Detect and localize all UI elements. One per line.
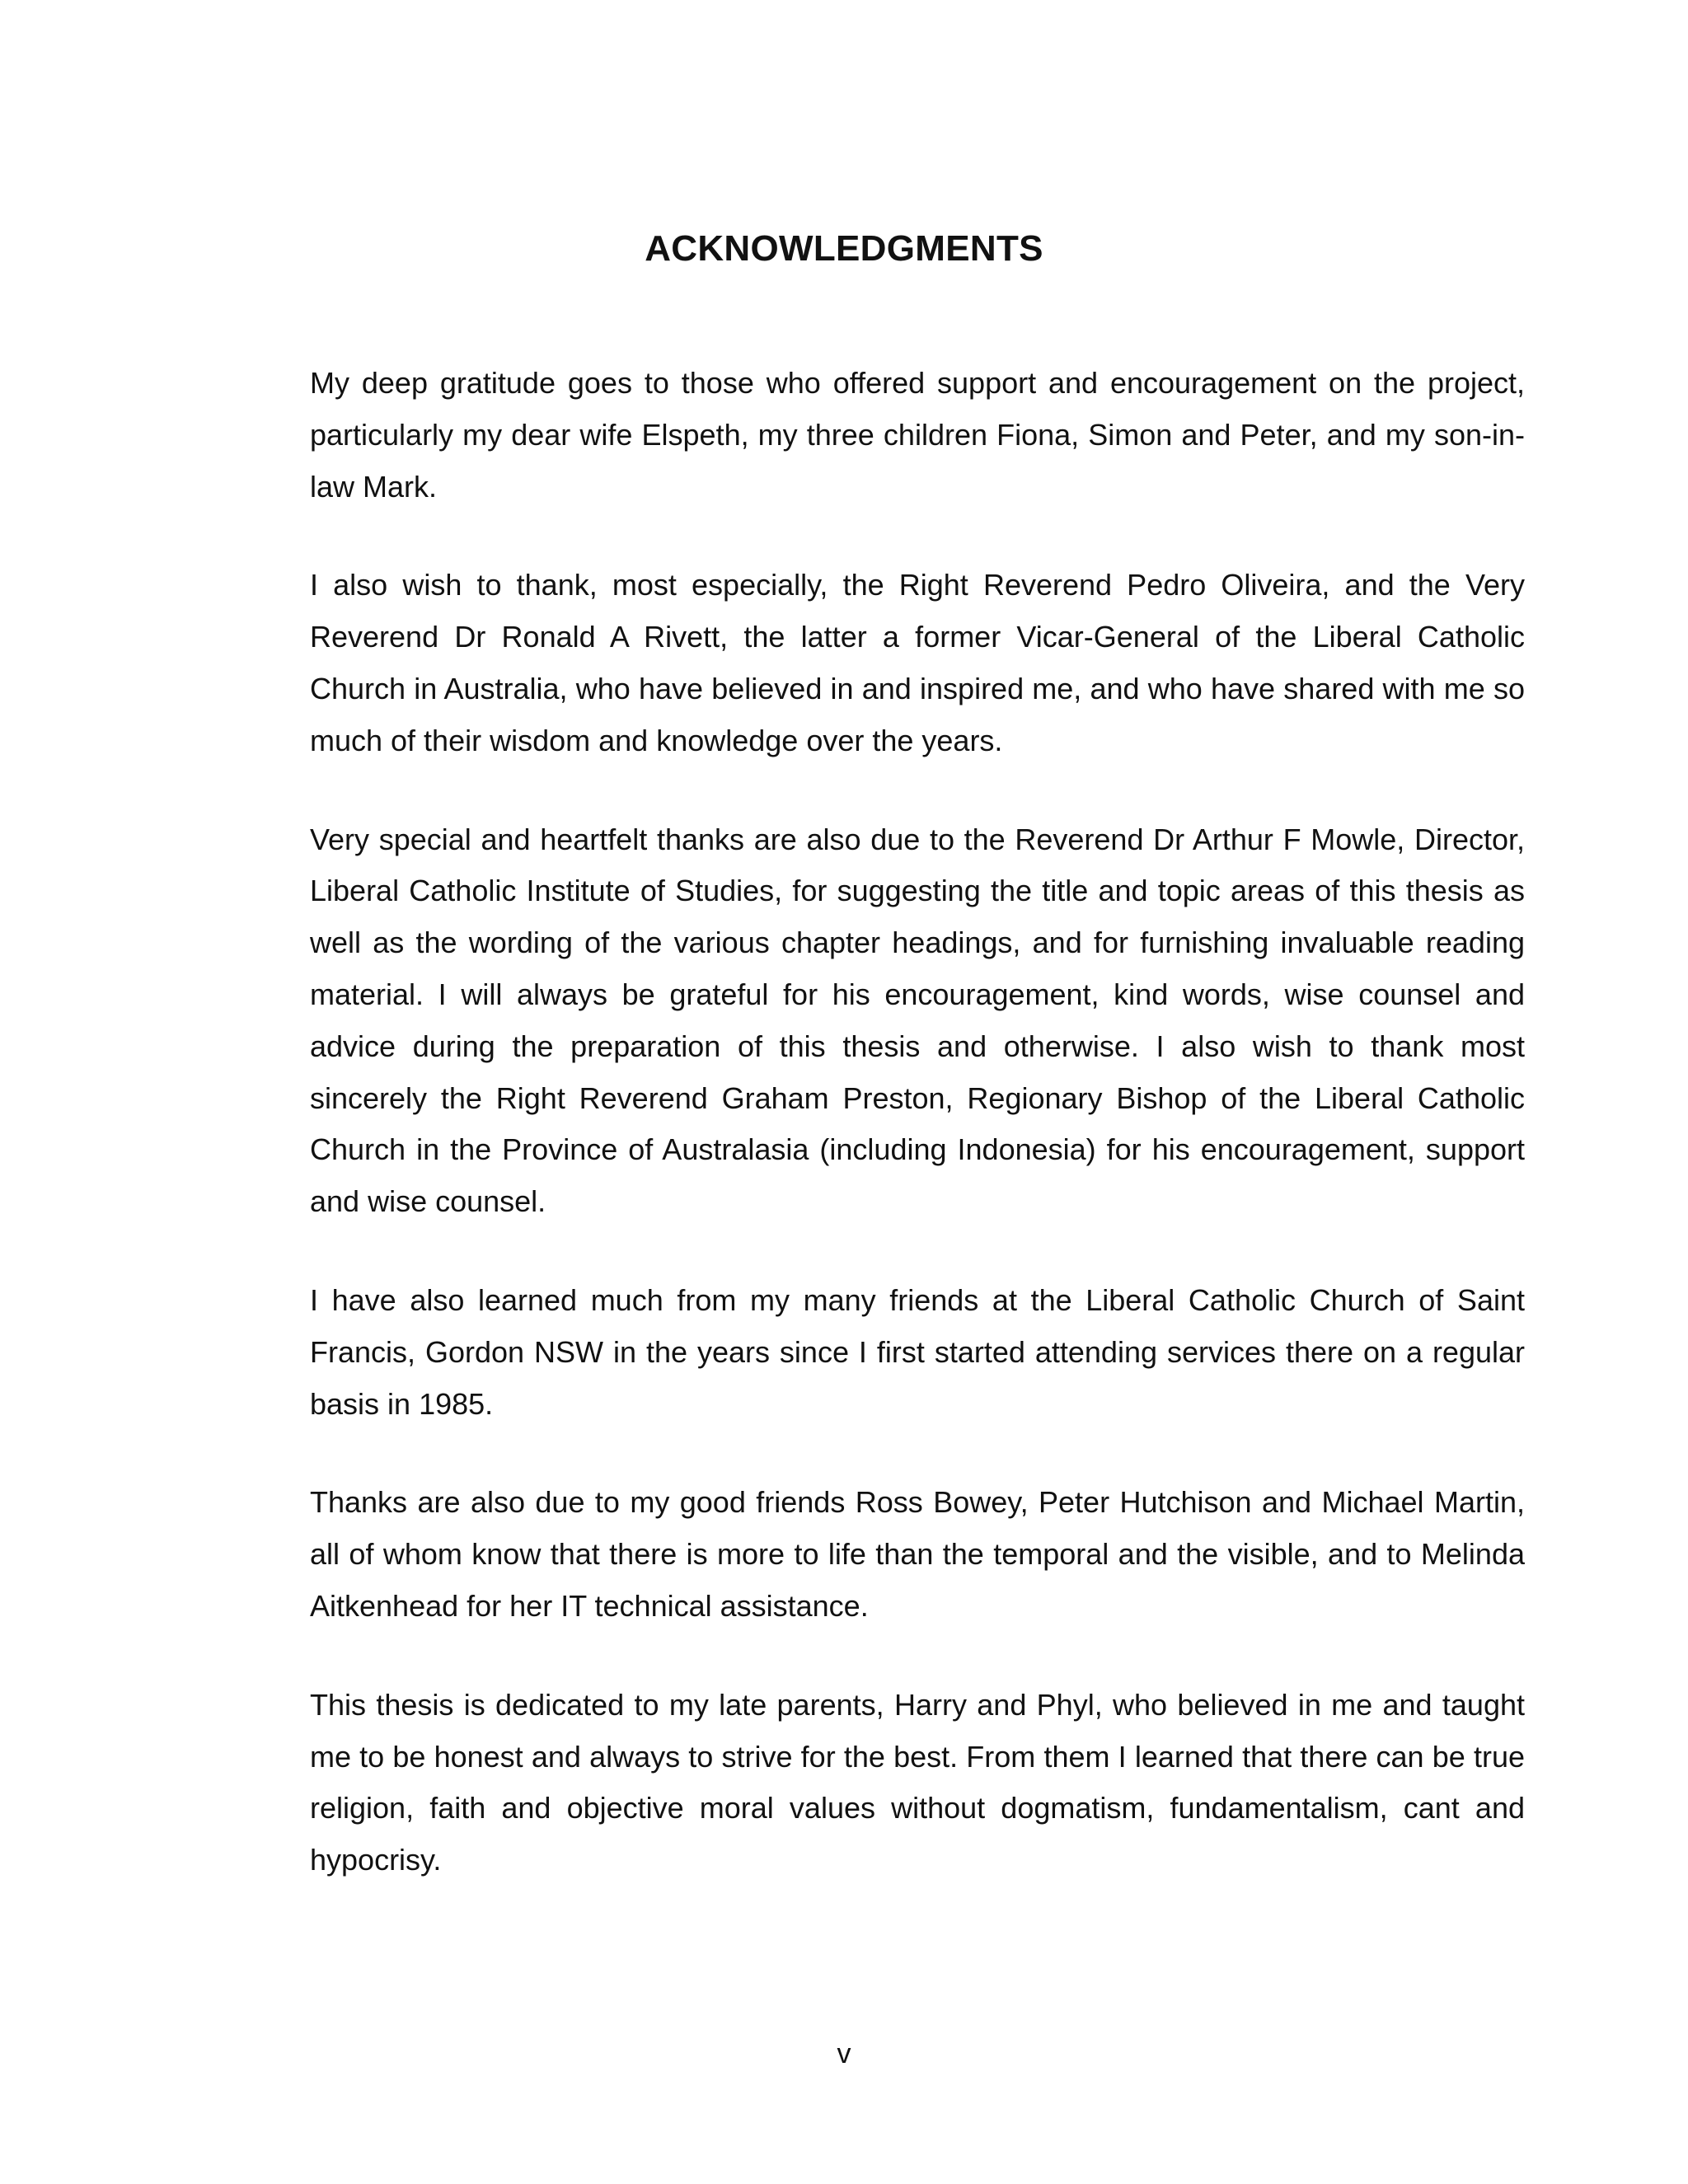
- paragraph-family: My deep gratitude goes to those who offered support and encouragement on the project, particularly my dear wife Elspeth, my three children Fiona, Simon and Peter, and my son-in-law Mark.: [310, 366, 1525, 504]
- page-title: ACKNOWLEDGMENTS: [645, 228, 1043, 269]
- acknowledgments-body: [310, 358, 1525, 1933]
- paragraph-clergy: I also wish to thank, most especially, the Right Reverend Pedro Oliveira, and the Very Reverend Dr Ronald A Rivett, the latter a former Vicar-General of the Liberal Catholic Church in Australia, who have believed in and inspired me, and who have shared with me so much of their wisdom and knowledge over the years.: [310, 568, 1525, 757]
- paragraph-dedication: This thesis is dedicated to my late parents, Harry and Phyl, who believed in me and taught me to be honest and always to strive for the best. From them I learned that there can be true religion, faith and objective moral values without dogmatism, fundamentalism, cant and hypocrisy.: [310, 1687, 1525, 1877]
- paragraph-good-friends: Thanks are also due to my good friends Ross Bowey, Peter Hutchison and Michael Martin, all of whom know that there is more to life than the temporal and the visible, and to Melinda Aitkenhead for her IT technical assistance.: [310, 1485, 1525, 1623]
- paragraph-director: Very special and heartfelt thanks are also due to the Reverend Dr Arthur F Mowle, Director, Liberal Catholic Institute of Studies, for suggesting the title and topic areas of this thesis as well as the wording of the various chapter headings, and for furnishing invaluable reading material. I will always be grateful for his encouragement, kind words, wise counsel and advice during the preparation of this thesis and otherwise. I also wish to thank most sincerely the Right Reverend Graham Preston, Regionary Bishop of the Liberal Catholic Church in the Province of Australasia (including Indonesia) for his encouragement, support and wise counsel.: [310, 822, 1525, 1219]
- page-number: v: [837, 2038, 851, 2069]
- paragraph-parish-friends: I have also learned much from my many friends at the Liberal Catholic Church of Saint Francis, Gordon NSW in the years since I first started attending services there on a regular basis in 1985.: [310, 1282, 1525, 1421]
